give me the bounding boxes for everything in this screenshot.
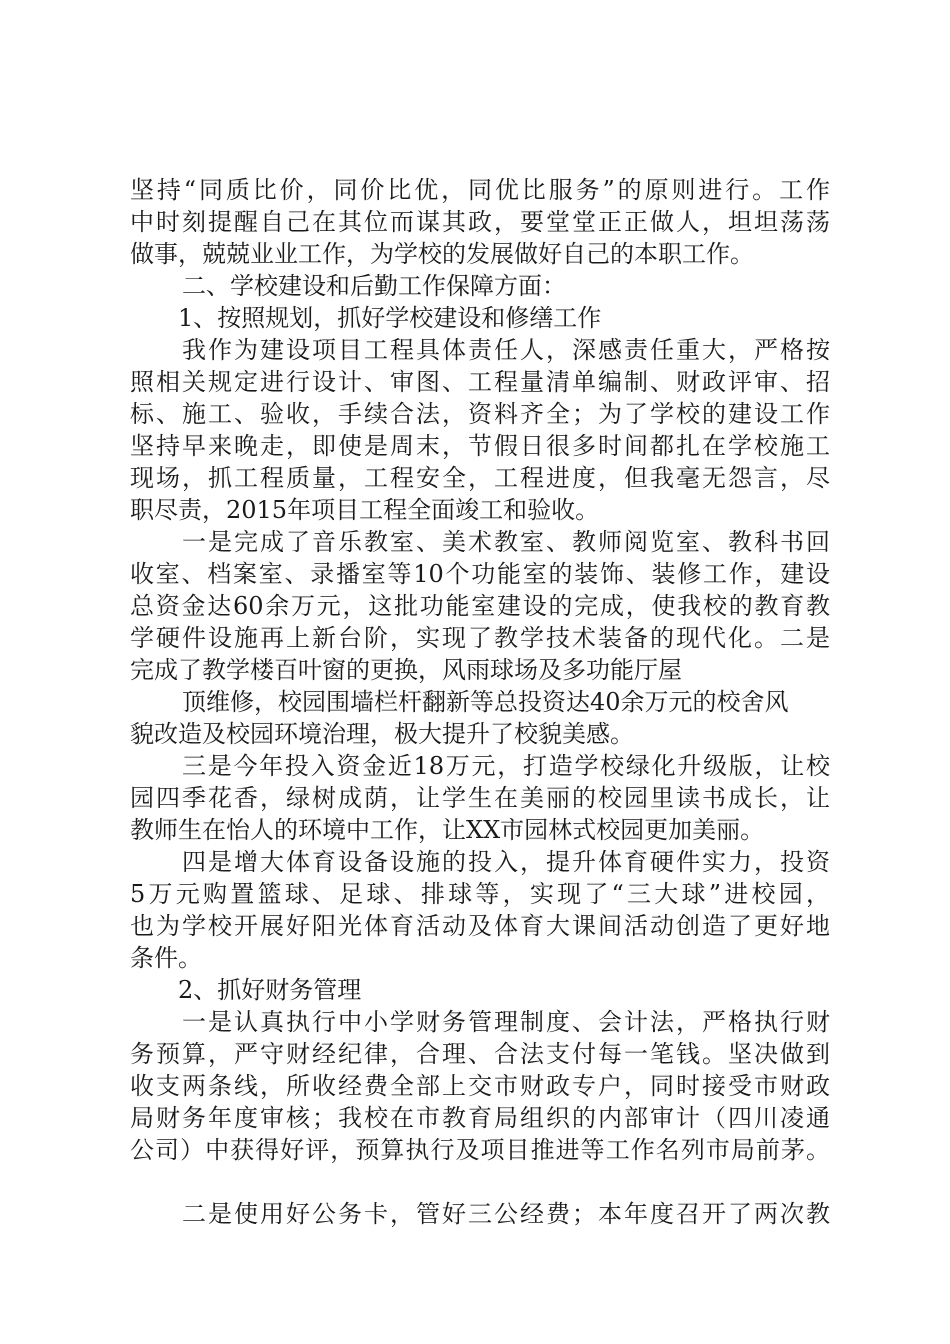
text-line: 总资金达60余万元，这批功能室建设的完成，使我校的教育教 [130,592,830,620]
text-line: 园四季花香，绿树成荫，让学生在美丽的校园里读书成长，让 [130,784,830,812]
text-line: 二是使用好公务卡，管好三公经费；本年度召开了两次教 [182,1200,830,1228]
text-line: 公司）中获得好评，预算执行及项目推进等工作名列市局前茅。 [130,1136,830,1164]
text-line: 做事，兢兢业业工作，为学校的发展做好自己的本职工作。 [130,240,754,268]
text-line: 局财务年度审核；我校在市教育局组织的内部审计（四川凌通 [130,1104,830,1132]
text-line: 务预算，严守财经纪律，合理、合法支付每一笔钱。坚决做到 [130,1040,830,1068]
text-line: 我作为建设项目工程具体责任人，深感责任重大，严格按 [182,336,830,364]
text-line: 一是认真执行中小学财务管理制度、会计法，严格执行财 [182,1008,830,1036]
subsection-heading: 1、按照规划，抓好学校建设和修缮工作 [178,304,602,332]
text-line: 学硬件设施再上新台阶，实现了教学技术装备的现代化。二是 [130,624,830,652]
text-line: 一是完成了音乐教室、美术教室、教师阅览室、教科书回 [182,528,830,556]
text-line: 貌改造及校园环境治理，极大提升了校貌美感。 [130,720,634,748]
text-line: 四是增大体育设备设施的投入，提升体育硬件实力，投资 [182,848,830,876]
text-line: 收支两条线，所收经费全部上交市财政专户，同时接受市财政 [130,1072,830,1100]
text-line: 三是今年投入资金近18万元，打造学校绿化升级版，让校 [182,752,830,780]
section-heading: 二、学校建设和后勤工作保障方面： [182,272,566,300]
text-line: 5万元购置篮球、足球、排球等，实现了“三大球”进校园， [130,880,830,908]
text-line: 完成了教学楼百叶窗的更换，风雨球场及多功能厅屋 [130,656,682,684]
text-line: 条件。 [130,944,202,972]
text-line: 教师生在怡人的环境中工作，让XX市园林式校园更加美丽。 [130,816,765,844]
text-line: 标、施工、验收，手续合法，资料齐全；为了学校的建设工作 [130,400,830,428]
text-line: 也为学校开展好阳光体育活动及体育大课间活动创造了更好地 [130,912,830,940]
text-line: 职尽责，2015年项目工程全面竣工和验收。 [130,496,600,524]
subsection-heading: 2、抓好财务管理 [178,976,362,1004]
text-line: 顶维修，校园围墙栏杆翻新等总投资达40余万元的校舍风 [182,688,789,716]
text-line: 坚持早来晚走，即使是周末，节假日很多时间都扎在学校施工 [130,432,830,460]
text-line: 照相关规定进行设计、审图、工程量清单编制、财政评审、招 [130,368,830,396]
text-line: 中时刻提醒自己在其位而谋其政，要堂堂正正做人，坦坦荡荡 [130,208,830,236]
text-line: 收室、档案室、录播室等10个功能室的装饰、装修工作，建设 [130,560,830,588]
text-line: 坚持“同质比价，同价比优，同优比服务”的原则进行。工作 [130,176,830,204]
text-line: 现场，抓工程质量，工程安全，工程进度，但我毫无怨言，尽 [130,464,830,492]
